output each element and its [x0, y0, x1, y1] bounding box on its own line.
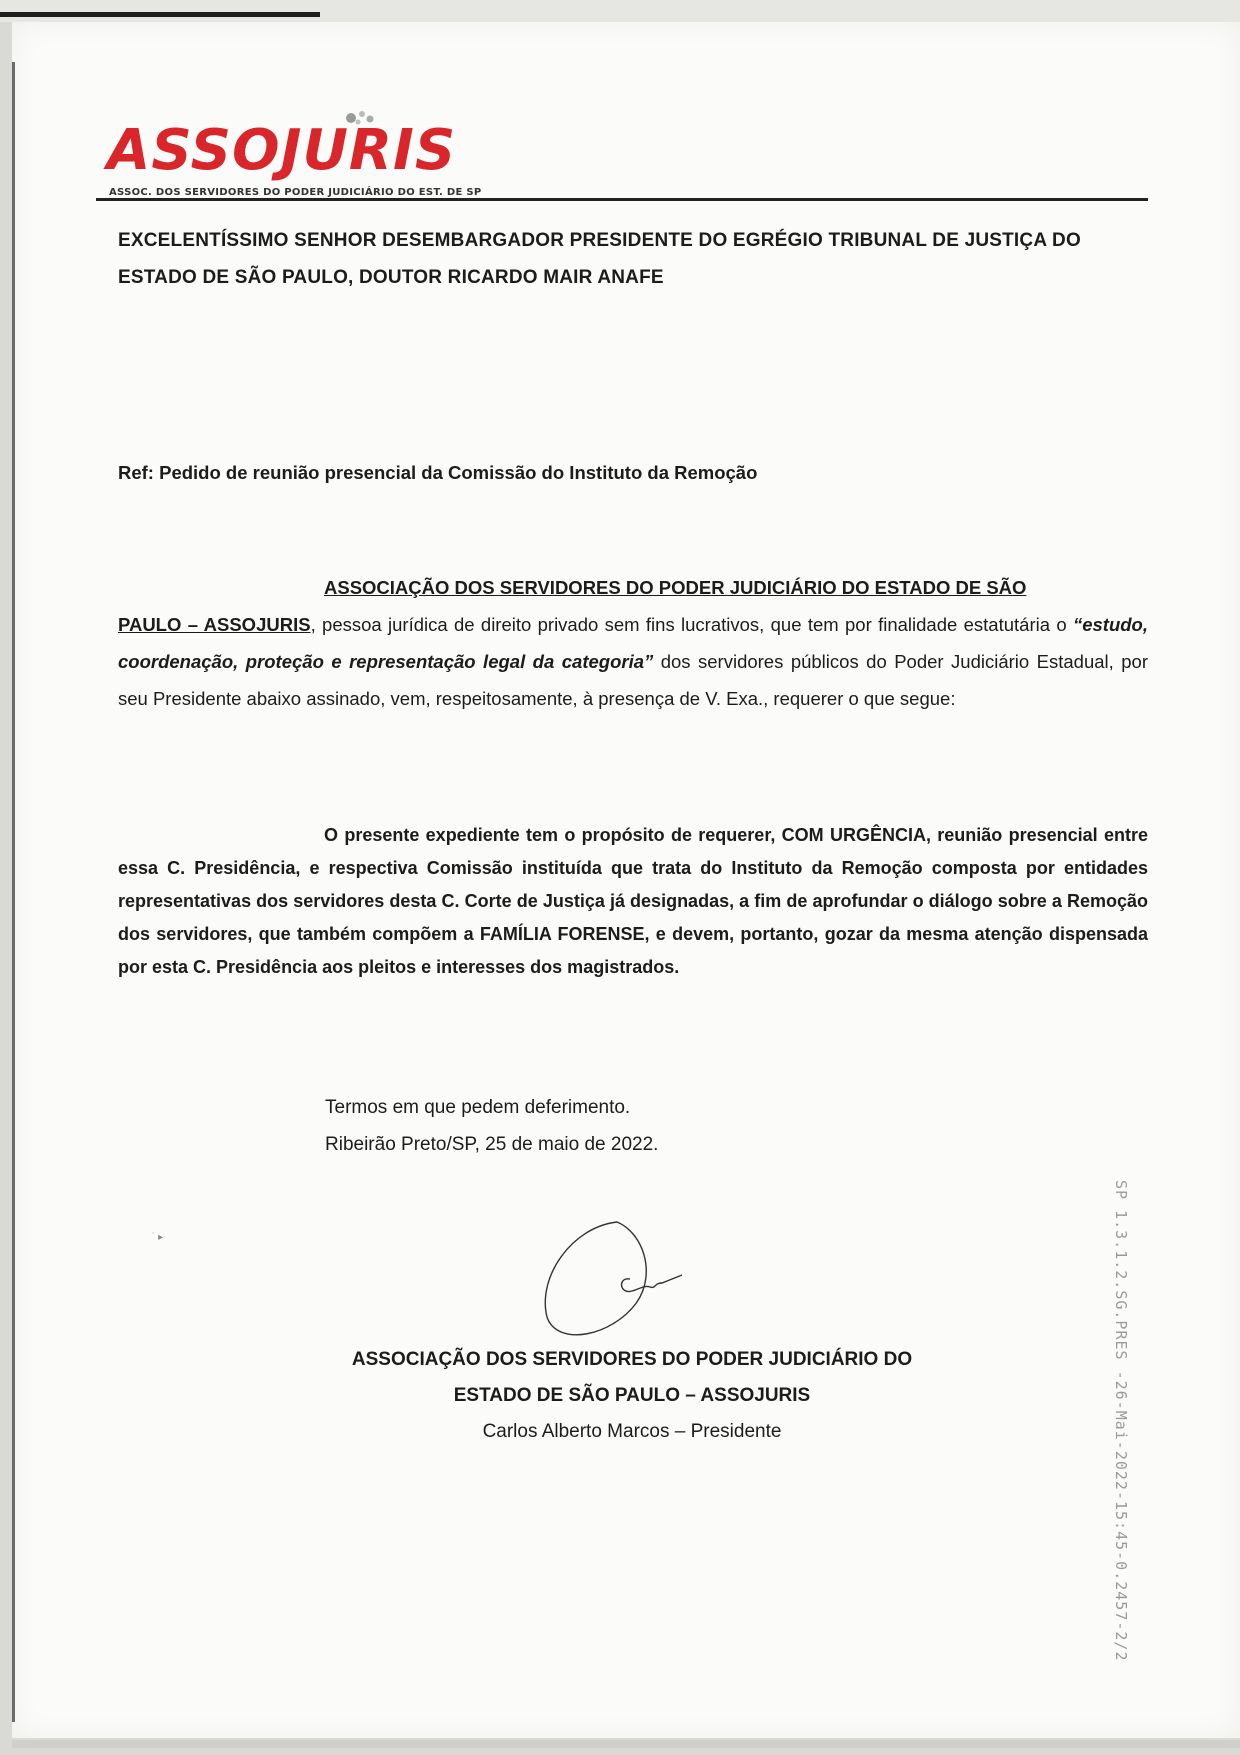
addressee-line-1: EXCELENTÍSSIMO SENHOR DESEMBARGADOR PRESIDENTE DO EGRÉGIO TRIBUNAL DE JUSTIÇA DO — [118, 230, 1081, 251]
addressee-line-2: ESTADO DE SÃO PAULO, DOUTOR RICARDO MAIR ANAFE — [118, 267, 664, 288]
header-divider — [96, 198, 1148, 201]
protocol-stamp-text — [1112, 1180, 1130, 1220]
paragraph-intro — [118, 569, 1148, 717]
protocol-stamp — [510, 1180, 1130, 1220]
logo-wordmark: ASSOJURIS — [107, 118, 457, 183]
reference-line: Ref: Pedido de reunião presencial da Comissão do Instituto da Remoção — [118, 462, 758, 483]
page-left-edge — [12, 62, 15, 1722]
assojuris-logo — [107, 107, 507, 207]
intro-text-b: dos servidores públicos do Poder Judiciário Estadual, por seu Presidente abaixo assinado, vem, respeitosamente, à presença de V. Exa., requerer o que segue: — [118, 651, 1148, 709]
document-page — [12, 22, 1240, 1738]
closing-line-1: Termos em que pedem deferimento. — [325, 1097, 631, 1118]
handwritten-signature — [532, 1217, 732, 1352]
scan-specks: ˙ ▸ — [152, 1232, 164, 1243]
entity-name-line-1: ASSOCIAÇÃO DOS SERVIDORES DO PODER JUDICIÁRIO DO ESTADO DE SÃO — [324, 577, 1027, 598]
closing — [325, 1089, 658, 1163]
signoff-line-2: ESTADO DE SÃO PAULO – ASSOJURIS — [453, 1385, 811, 1406]
paragraph-request — [118, 819, 1148, 984]
signoff — [312, 1342, 952, 1450]
intro-text-a: , pessoa jurídica de direito privado sem fins lucrativos, que tem por finalidade estatutária o — [310, 614, 1073, 635]
page-bottom-edge — [12, 1740, 1240, 1748]
statutory-quote: “estudo, coordenação, proteção e representação legal da categoria” — [118, 614, 1148, 672]
signoff-line-1: ASSOCIAÇÃO DOS SERVIDORES DO PODER JUDICIÁRIO DO — [351, 1349, 913, 1370]
scan-edge-shadow — [0, 12, 320, 17]
entity-name-line-2: PAULO – ASSOJURIS — [118, 614, 311, 635]
request-text: O presente expediente tem o propósito de requerer, COM URGÊNCIA, reunião presencial entre essa C. Presidência, e respectiva Comissão instituída que trata do Instituto da Remoção composta por entidades representativas dos servidores desta C. Corte de Justiça já designadas, a fim de aprofundar o diálogo sobre a Remoção dos servidores, que também compõem a FAMÍLIA FORENSE, e devem, portanto, gozar da mesma atenção dispensada por esta C. Presidência aos pleitos e interesses dos magistrados. — [118, 825, 1148, 977]
addressee — [118, 222, 1158, 296]
paragraph-intro-body — [118, 606, 1148, 717]
scan-top-margin — [0, 0, 1240, 22]
signatory-name: Carlos Alberto Marcos – Presidente — [482, 1421, 782, 1442]
closing-date: Ribeirão Preto/SP, 25 de maio de 2022. — [325, 1134, 659, 1155]
logo-subtitle: ASSOC. DOS SERVIDORES DO PODER JUDICIÁRIO DO EST. DE SP — [109, 187, 482, 198]
